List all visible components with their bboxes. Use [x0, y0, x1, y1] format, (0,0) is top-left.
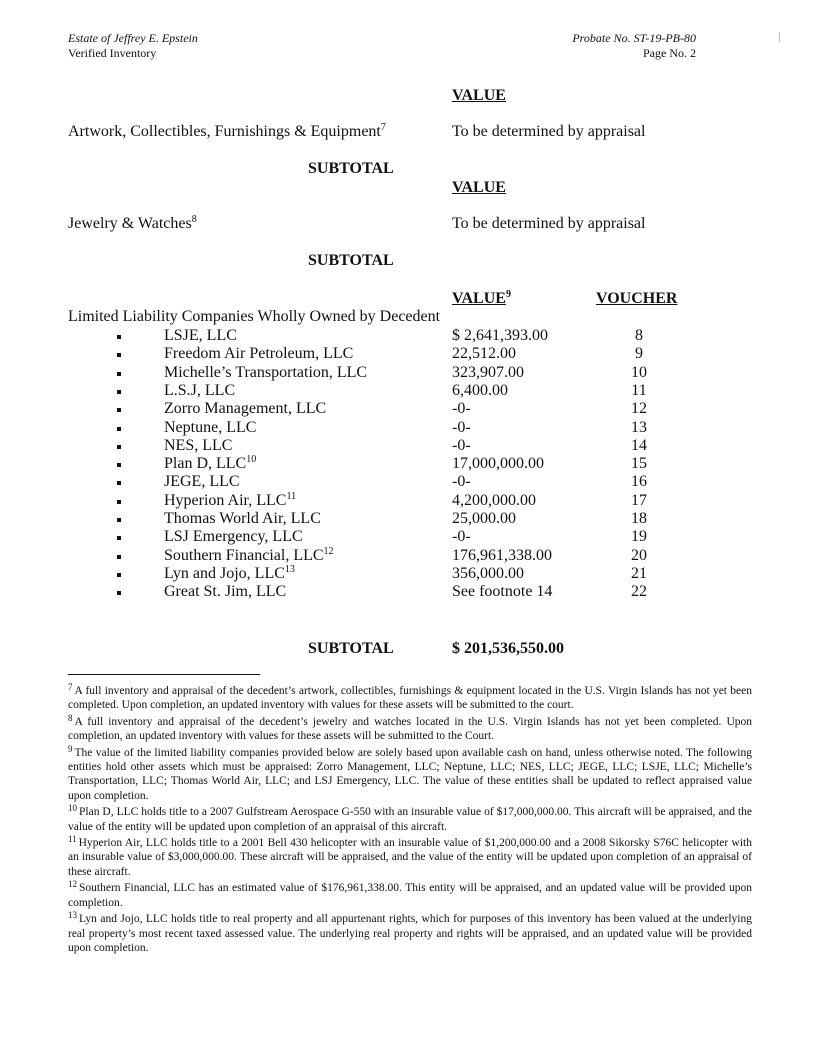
bullet-icon	[117, 536, 121, 540]
footnote	[68, 743, 752, 804]
llc-row-value: 6,400.00	[452, 382, 508, 399]
llc-row-value: -0-	[452, 419, 471, 436]
llc-row-value: -0-	[452, 400, 471, 417]
footnote-ref: 7	[380, 122, 386, 133]
footnote-text: Plan D, LLC holds title to a 2007 Gulfstream Aerospace G-550 with an insurable value of $17,000,000.00. This aircraft will be appraised, and the value of the entity will be updated upon completion of an appraisal of this aircraft.	[68, 806, 752, 833]
bullet-icon	[117, 518, 121, 522]
llc-row-name: Thomas World Air, LLC	[164, 510, 321, 527]
llc-row-name: JEGE, LLC	[164, 473, 240, 490]
artwork-value-heading: VALUE	[452, 87, 506, 104]
scan-edge-mark	[779, 32, 780, 42]
artwork-label: Artwork, Collectibles, Furnishings & Equipment$^7$	[68, 122, 386, 140]
llc-row-name: Great St. Jim, LLC	[164, 583, 287, 600]
footnotes	[68, 684, 752, 957]
llc-row-value: 323,907.00	[452, 364, 524, 381]
llc-row-name: Freedom Air Petroleum, LLC	[164, 345, 354, 362]
footnote-ref: 11	[286, 491, 297, 502]
llc-row-value: $ 2,641,393.00	[452, 327, 548, 344]
bullet-icon	[117, 335, 121, 339]
footnote-number: 13	[68, 910, 77, 921]
llc-row-voucher: 14	[631, 437, 647, 454]
bullet-icon	[117, 591, 121, 595]
estate-name: Estate of Jeffrey E. Epstein	[68, 31, 198, 45]
footnote-text: A full inventory and appraisal of the decedent’s artwork, collectibles, furnishings & equipment located in the U.S. Virgin Islands has not yet been completed. Upon completion, an updated inventory with values for these assets will be submitted to the court.	[68, 685, 752, 712]
footnote-text: Southern Financial, LLC has an estimated value of $176,961,338.00. This entity will be appraised, and an updated value will be provided upon completion.	[68, 882, 752, 909]
bullet-icon	[117, 445, 121, 449]
footnote-ref: 10	[246, 454, 257, 465]
llc-row-voucher: 18	[631, 510, 647, 527]
footnote	[68, 712, 752, 744]
llc-row-voucher: 22	[631, 583, 647, 600]
bullet-icon	[117, 500, 121, 504]
footnote-number: 9	[68, 743, 73, 754]
page-header-left	[68, 31, 198, 61]
bullet-icon	[117, 463, 121, 467]
bullet-icon	[117, 372, 121, 376]
footnote-number: 7	[68, 682, 73, 692]
llc-subtotal-value: $ 201,536,550.00	[452, 640, 564, 657]
jewelry-value-heading: VALUE	[452, 179, 506, 196]
llc-row-voucher: 15	[631, 455, 647, 472]
page-header-right	[572, 31, 696, 61]
footnote-text: The value of the limited liability companies provided below are solely based upon available cash on hand, unless otherwise noted. The following entities hold other assets which must be appraised: Zorro Management, LLC; Neptune, LLC; NES, LLC; JEGE, LLC; LSJE, LLC; Michelle’s Transportation, LLC; Thomas World Air, LLC; and LSJ Emergency, LLC. The value of these entities shall be updated to reflect appraised value upon completion.	[68, 746, 752, 802]
llc-row-voucher: 11	[631, 382, 647, 399]
footnote-ref: 8	[191, 214, 197, 225]
footnote-text: A full inventory and appraisal of the decedent’s jewelry and watches located in the U.S. Virgin Islands has not yet been completed. Upon completion, an updated inventory with values for these assets will be submitted to the Court.	[68, 715, 752, 743]
llc-row-name: Southern Financial, LLC$^{12}$	[164, 546, 334, 564]
footnote-ref: 9	[505, 289, 511, 300]
llc-value-heading: VALUE$^9$	[452, 289, 511, 307]
llc-row-value: 25,000.00	[452, 510, 516, 527]
llc-section-label: Limited Liability Companies Wholly Owned by Decedent	[68, 308, 441, 325]
jewelry-label: Jewelry & Watches$^8$	[68, 214, 197, 232]
llc-row-voucher: 16	[631, 473, 647, 490]
llc-row-name: Lyn and Jojo, LLC$^{13}$	[164, 564, 295, 582]
footnote-ref: 13	[284, 564, 295, 575]
jewelry-value: To be determined by appraisal	[452, 215, 646, 232]
llc-subtotal-label: SUBTOTAL	[308, 640, 394, 657]
llc-row-name: Zorro Management, LLC	[164, 400, 327, 417]
llc-row-name: Plan D, LLC$^{10}$	[164, 454, 257, 472]
llc-row-voucher: 20	[631, 547, 647, 564]
llc-row-voucher: 9	[635, 345, 643, 362]
footnote-number: 12	[68, 879, 77, 890]
bullet-icon	[117, 408, 121, 412]
llc-row-name: LSJE, LLC	[164, 327, 237, 344]
llc-row-name: Hyperion Air, LLC$^{11}$	[164, 491, 297, 509]
llc-row-voucher: 13	[631, 419, 647, 436]
llc-row-value: -0-	[452, 528, 471, 545]
artwork-value: To be determined by appraisal	[452, 123, 646, 140]
llc-row-name: Neptune, LLC	[164, 419, 257, 436]
llc-row-name: LSJ Emergency, LLC	[164, 528, 303, 545]
footnote	[68, 881, 752, 910]
footnote-text: Hyperion Air, LLC holds title to a 2001 Bell 430 helicopter with an insurable value of $1,200,000.00 and a 2008 Sikorsky S76C helicopter with an insurable value of $3,000,000.00. These aircraft will be appraised, and the value of the entity will be updated upon completion of an appraisal of these aircraft.	[68, 837, 752, 878]
llc-row-value: 4,200,000.00	[452, 492, 536, 509]
footnote-divider	[68, 674, 260, 675]
footnote	[68, 805, 752, 834]
page-number: Page No. 2	[643, 46, 696, 60]
footnote	[68, 836, 752, 879]
llc-row-voucher: 10	[631, 364, 647, 381]
bullet-icon	[117, 353, 121, 357]
bullet-icon	[117, 573, 121, 577]
bullet-icon	[117, 390, 121, 394]
llc-row-name: L.S.J, LLC	[164, 382, 236, 399]
llc-row-value: See footnote 14	[452, 583, 553, 600]
llc-row-voucher: 21	[631, 565, 647, 582]
footnote-text: Lyn and Jojo, LLC holds title to real property and all appurtenant rights, which for purposes of this inventory has been valued at the underlying real property’s most recent taxed assessed value. The underlying real property and rights will be appraised, and an updated value will be provided upon completion.	[68, 913, 752, 954]
llc-voucher-heading: VOUCHER	[596, 290, 678, 307]
jewelry-subtotal-label: SUBTOTAL	[308, 252, 394, 269]
llc-row-voucher: 8	[635, 327, 643, 344]
llc-row-value: -0-	[452, 437, 471, 454]
llc-row-value: 22,512.00	[452, 345, 516, 362]
llc-row-value: -0-	[452, 473, 471, 490]
bullet-icon	[117, 481, 121, 485]
bullet-icon	[117, 427, 121, 431]
footnote-number: 11	[68, 834, 77, 845]
llc-row-voucher: 19	[631, 528, 647, 545]
footnote-number: 8	[68, 712, 73, 723]
artwork-subtotal-label: SUBTOTAL	[308, 160, 394, 177]
footnote	[68, 912, 752, 955]
llc-row-value: 356,000.00	[452, 565, 524, 582]
document-type: Verified Inventory	[68, 46, 157, 60]
llc-row-voucher: 17	[631, 492, 647, 509]
probate-number: Probate No. ST-19-PB-80	[572, 31, 696, 45]
bullet-icon	[117, 555, 121, 559]
llc-row-voucher: 12	[631, 400, 647, 417]
footnote-ref: 12	[323, 546, 334, 557]
llc-row-value: 17,000,000.00	[452, 455, 544, 472]
llc-row-name: Michelle’s Transportation, LLC	[164, 364, 368, 381]
footnote	[68, 684, 752, 713]
footnote-number: 10	[68, 803, 77, 814]
llc-row-name: NES, LLC	[164, 437, 233, 454]
llc-row-value: 176,961,338.00	[452, 547, 552, 564]
